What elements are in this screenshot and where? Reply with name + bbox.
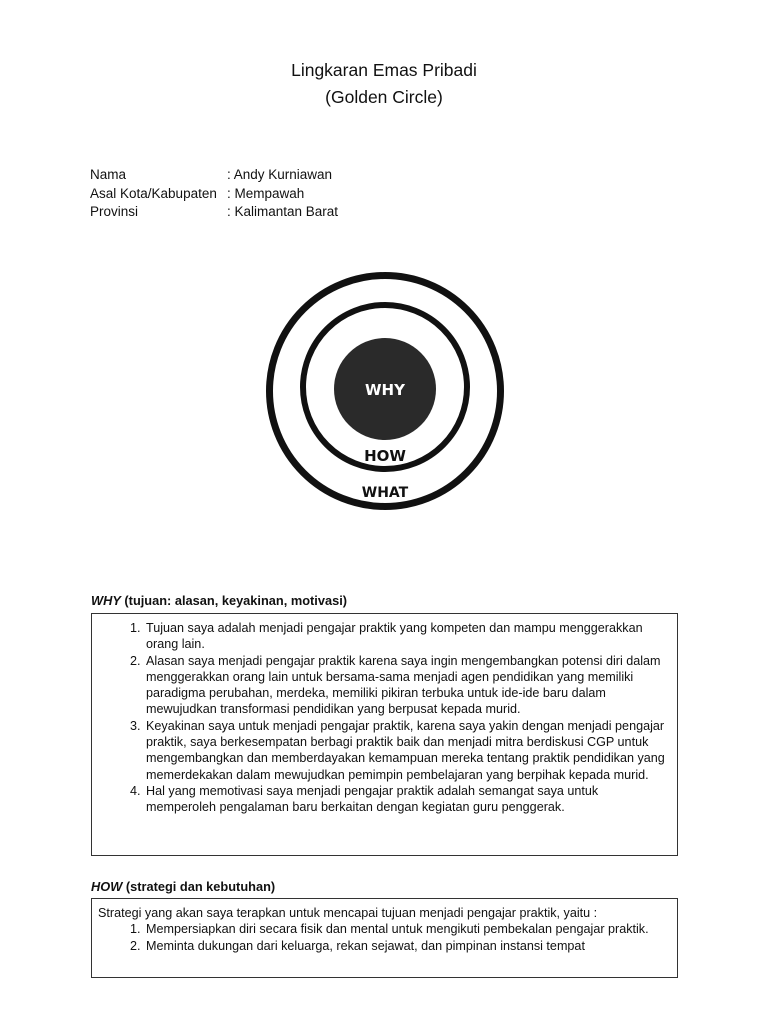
why-heading [91,593,347,608]
list-item: 2. Alasan saya menjadi pengajar praktik karena saya ingin mengembangkan potensi diri dalam menggerakkan orang lain untuk bersama-sama menjadi agen pendidikan yang memiliki paradigma perubahan, merdeka, memiliki pikiran terbuka untuk ide-ide baru dalam mewujudkan transformasi pendidikan yang berpusat kepada murid. [144,653,667,718]
identity-block [90,166,338,222]
identity-row-provinsi [90,203,338,222]
why-label: WHY [365,381,405,399]
golden-circle-diagram [265,271,505,511]
list-item: 4. Hal yang memotivasi saya menjadi pengajar praktik adalah semangat saya untuk memperoleh pengalaman baru berkaitan dengan kegiatan guru penggerak. [144,783,667,816]
list-item: 1. Mempersiapkan diri secara fisik dan mental untuk mengikuti pembekalan pengajar praktik. [144,921,667,937]
identity-value: : Kalimantan Barat [227,204,339,219]
identity-row-kota [90,185,338,204]
page-subtitle: (Golden Circle) [325,87,443,107]
why-heading-text: (tujuan: alasan, keyakinan, motivasi) [120,593,348,608]
identity-row-nama [90,166,338,185]
what-label: WHAT [361,485,409,501]
list-item: 3. Keyakinan saya untuk menjadi pengajar praktik, karena saya yakin dengan menjadi pengajar praktik, saya berkesempatan berbagi praktik baik dan menjadi mitra berdiskusi CGP untuk mengembangkan dan memberdayakan kemampuan mereka tentang praktik pendidikan yang memerdekakan dalam mewujudkan pemimpin pembelajaran yang berpihak kepada murid. [144,718,667,783]
how-heading [91,879,275,894]
identity-label: Asal Kota/Kabupaten [90,185,217,201]
identity-value: : Andy Kurniawan [227,167,333,182]
identity-label: Provinsi [90,204,139,219]
how-label: HOW [364,447,406,465]
why-list [92,620,667,816]
why-heading-key: WHY [91,593,121,608]
why-box [91,613,678,856]
identity-value: : Mempawah [227,185,305,201]
how-list [98,921,667,954]
identity-label: Nama [90,167,127,182]
page-title: Lingkaran Emas Pribadi [291,60,477,80]
list-item: 2. Meminta dukungan dari keluarga, rekan sejawat, dan pimpinan instansi tempat [144,938,667,954]
golden-circle-svg [265,271,505,511]
how-heading-key: HOW [91,879,123,894]
how-box [91,898,678,978]
how-intro: Strategi yang akan saya terapkan untuk mencapai tujuan menjadi pengajar praktik, yaitu : [98,906,598,920]
how-heading-text: (strategi dan kebutuhan) [122,879,276,894]
list-item: 1. Tujuan saya adalah menjadi pengajar praktik yang kompeten dan mampu menggerakkan orang lain. [144,620,667,653]
